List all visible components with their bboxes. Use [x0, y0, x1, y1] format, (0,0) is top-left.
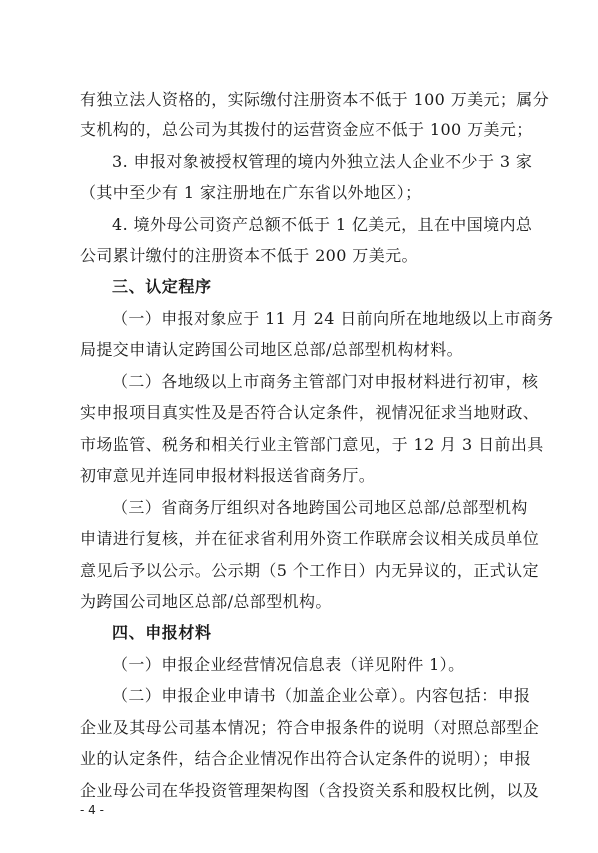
materials-item-2: （二）申报企业申请书（加盖企业公章）。内容包括：申报 — [112, 686, 531, 705]
list-item-3: 3. 申报对象被授权管理的境内外独立法人企业不少于 3 家 — [112, 152, 533, 171]
procedure-item-3: （三）省商务厅组织对各地跨国公司地区总部/总部型机构 — [112, 498, 528, 517]
body-line: 支机构的，总公司为其拨付的运营资金应不低于 100 万美元； — [80, 120, 533, 139]
procedure-item-2: （二）各地级以上市商务主管部门对申报材料进行初审，核 — [112, 372, 539, 391]
body-line: （其中至少有 1 家注册地在广东省以外地区）； — [80, 183, 422, 202]
body-line: 实申报项目真实性及是否符合认定条件，视情况征求当地财政、 — [80, 403, 540, 422]
body-line: 企业母公司在华投资管理架构图（含投资关系和股权比例，以及 — [80, 781, 540, 800]
body-line: 局提交申请认定跨国公司地区总部/总部型机构材料。 — [80, 340, 463, 359]
section-heading-4: 四、申报材料 — [112, 623, 212, 642]
body-line: 有独立法人资格的，实际缴付注册资本不低于 100 万美元；属分 — [80, 90, 550, 109]
body-line: 为跨国公司地区总部/总部型机构。 — [80, 592, 332, 611]
body-line: 初审意见并连同申报材料报送省商务厅。 — [80, 466, 376, 485]
body-line: 企业及其母公司基本情况；符合申报条件的说明（对照总部型企 — [80, 718, 540, 737]
list-item-4: 4. 境外母公司资产总额不低于 1 亿美元，且在中国境内总 — [112, 215, 533, 234]
procedure-item-1: （一）申报对象应于 11 月 24 日前向所在地地级以上市商务 — [112, 309, 554, 328]
page-number: - 4 - — [80, 803, 104, 817]
body-line: 公司累计缴付的注册资本不低于 200 万美元。 — [80, 246, 418, 265]
body-line: 市场监管、税务和相关行业主管部门意见，于 12 月 3 日前出具 — [80, 435, 544, 454]
body-line: 业的认定条件，结合企业情况作出符合认定条件的说明）；申报 — [80, 749, 532, 768]
body-line: 意见后予以公示。公示期（5 个工作日）内无异议的，正式认定 — [80, 561, 539, 580]
materials-item-1: （一）申报企业经营情况信息表（详见附件 1）。 — [112, 655, 465, 674]
body-line: 申请进行复核，并在征求省利用外资工作联席会议相关成员单位 — [80, 529, 540, 548]
section-heading-3: 三、认定程序 — [112, 277, 212, 296]
